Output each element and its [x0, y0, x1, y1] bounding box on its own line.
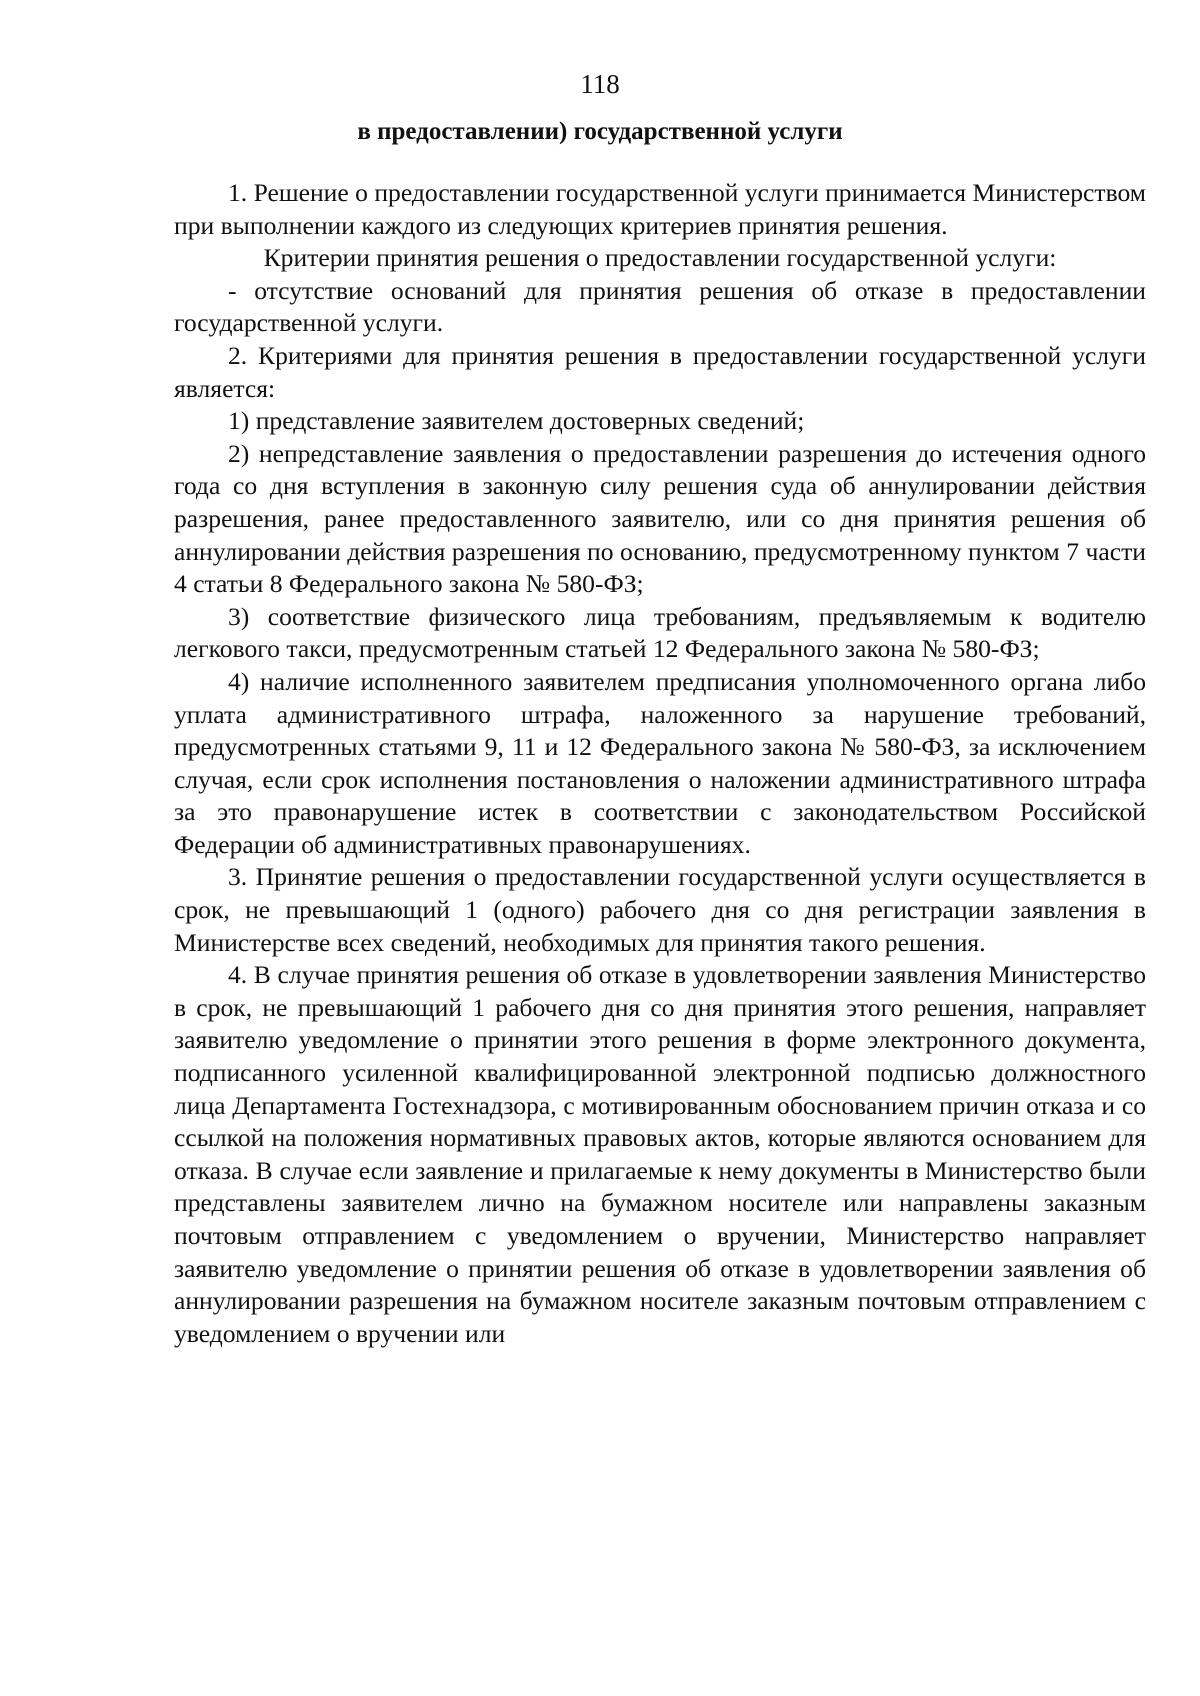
paragraph-criteria-item: - отсутствие оснований для принятия решения об отказе в предоставлении государственной услуги.: [174, 275, 1146, 338]
paragraph-1: 1. Решение о предоставлении государственной услуги принимается Министерством при выполнении каждого из следующих критериев принятия решения.: [174, 178, 1146, 240]
list-item-2: 2) непредставление заявления о предоставлении разрешения до истечения одного года со дня вступления в законную силу решения суда об аннулировании действия разрешения, ранее предоставленного заявителю, или со дня принятия решения об аннулировании действия разрешения по основанию, предусмотренному пунктом 7 части 4 статьи 8 Федерального закона № 580-ФЗ;: [174, 438, 1146, 599]
paragraph-4: 4. В случае принятия решения об отказе в удовлетворении заявления Министерство в срок, не превышающий 1 рабочего дня со дня принятия этого решения, направляет заявителю уведомление о принятии этого решения в форме электронного документа, подписанного усиленной квалифицированной электронной подписью должностного лица Департамента Гостехнадзора, с мотивированным обоснованием причин отказа и со ссылкой на положения нормативных правовых актов, которые являются основанием для отказа. В случае если заявление и прилагаемые к нему документы в Министерство были представлены заявителем лично на бумажном носителе или направлены заказным почтовым отправлением с уведомлением о вручении, Министерство направляет заявителю уведомление о принятии решения об отказе в удовлетворении заявления об аннулировании разрешения на бумажном носителе заказным почтовым отправлением с уведомлением о вручении или: [174, 960, 1146, 1348]
list-item-3: 3) соответствие физического лица требованиям, предъявляемым к водителю легкового такси, предусмотренным статьей 12 Федерального закона № 580-ФЗ;: [174, 601, 1146, 664]
paragraph-3: 3. Принятие решения о предоставлении государственной услуги осуществляется в срок, не превышающий 1 (одного) рабочего дня со дня регистрации заявления в Министерстве всех сведений, необходимых для принятия такого решения.: [174, 862, 1146, 957]
list-item-1: 1) представление заявителем достоверных сведений;: [228, 406, 805, 436]
page-number: 118: [580, 69, 620, 99]
document-body: [174, 177, 1146, 1350]
list-item-4: 4) наличие исполненного заявителем предписания уполномоченного органа либо уплата административного штрафа, наложенного за нарушение требований, предусмотренных статьями 9, 11 и 12 Федерального закона № 580-ФЗ, за исключением случая, если срок исполнения постановления о наложении административного штрафа за это правонарушение истек в соответствии с законодательством Российской Федерации об административных правонарушениях.: [174, 666, 1146, 859]
section-heading: в предоставлении) государственной услуги: [357, 118, 843, 145]
criteria-heading: Критерии принятия решения о предоставлении государственной услуги:: [263, 243, 1057, 273]
paragraph-2: 2. Критериями для принятия решения в предоставлении государственной услуги является:: [174, 340, 1146, 403]
